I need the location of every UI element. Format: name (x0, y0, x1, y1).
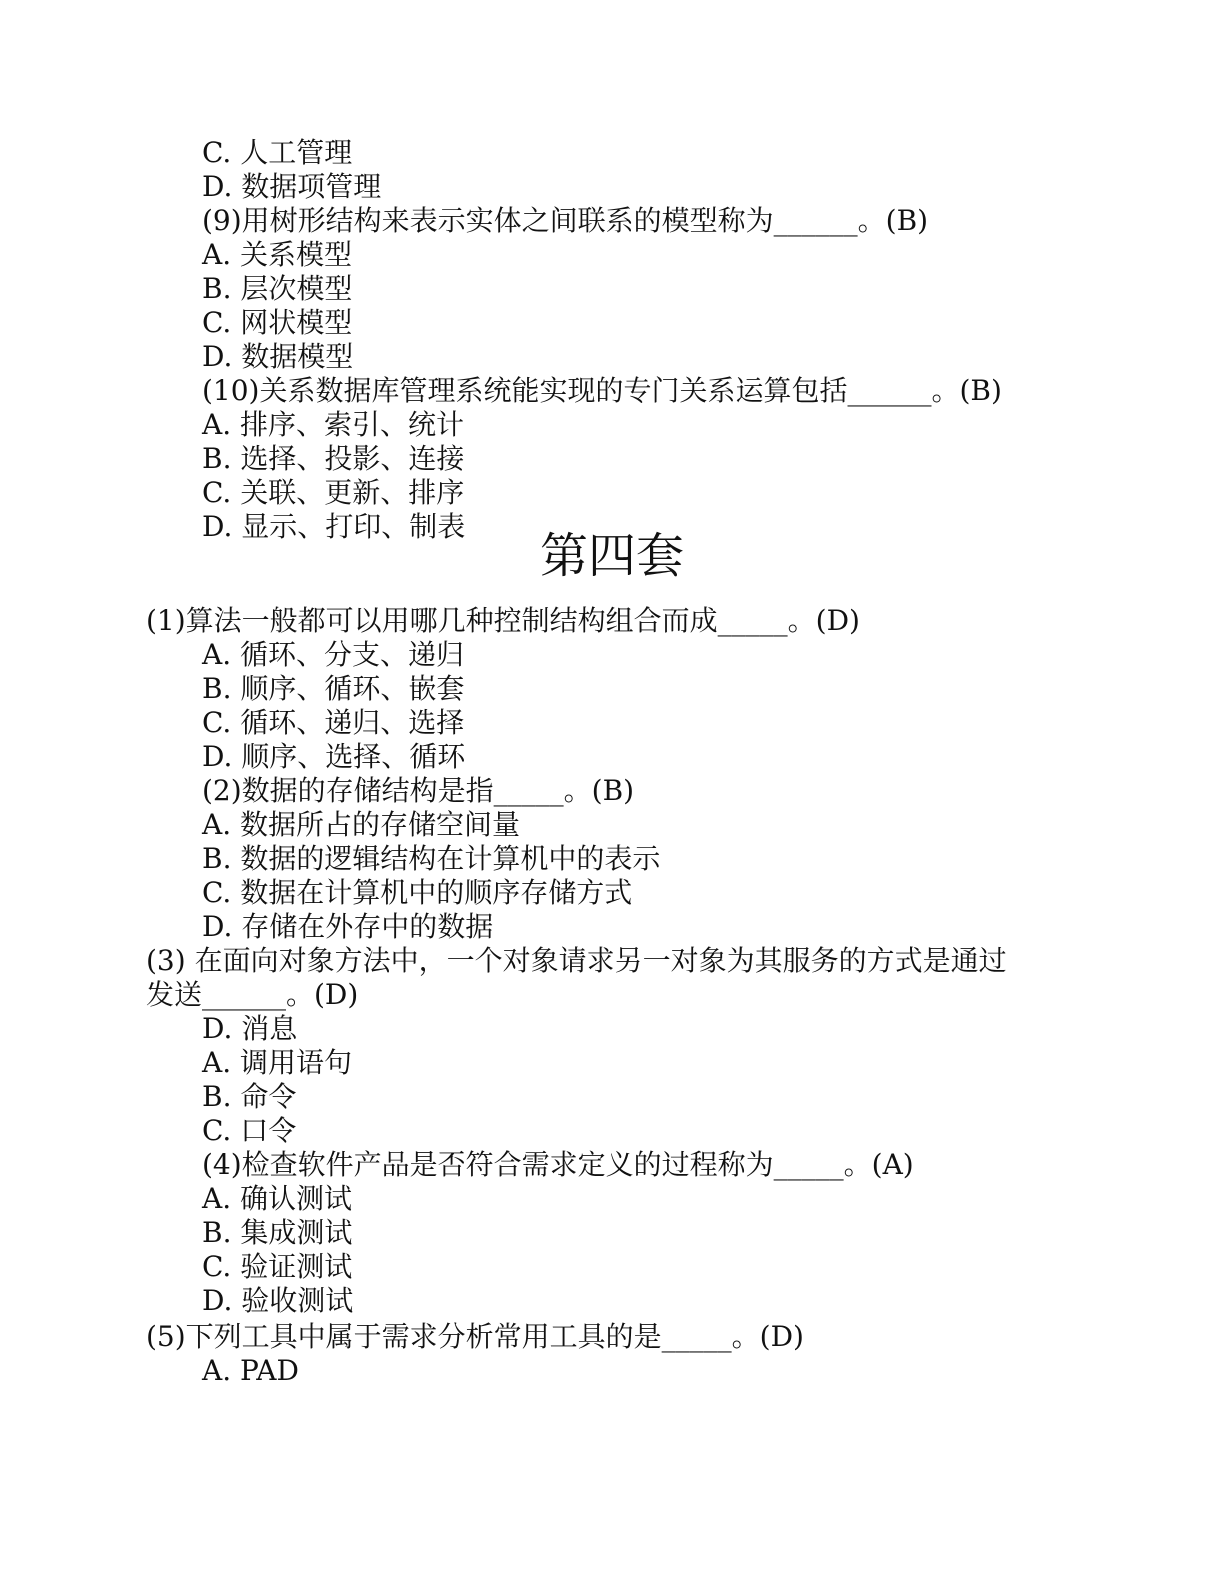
s4-question-3-line-2: 发送______。(D) (146, 978, 359, 1011)
option-d-data-item-management: D. 数据项管理 (202, 170, 382, 203)
s4-q2-option-b: B. 数据的逻辑结构在计算机中的表示 (202, 842, 661, 875)
s4-q3-option-b: B. 命令 (202, 1080, 297, 1113)
s4-q1-option-a: A. 循环、分支、递归 (202, 638, 465, 671)
s4-q1-option-b: B. 顺序、循环、嵌套 (202, 672, 465, 705)
q10-option-b: B. 选择、投影、连接 (202, 442, 465, 475)
s4-question-3-line-1: (3) 在面向对象方法中，一个对象请求另一对象为其服务的方式是通过 (146, 944, 1007, 977)
q9-option-b: B. 层次模型 (202, 272, 353, 305)
s4-question-4: (4)检查软件产品是否符合需求定义的过程称为_____。(A) (202, 1148, 914, 1181)
s4-q2-option-a: A. 数据所占的存储空间量 (202, 808, 521, 841)
q10-option-a: A. 排序、索引、统计 (202, 408, 465, 441)
s4-question-5: (5)下列工具中属于需求分析常用工具的是_____。(D) (146, 1320, 804, 1353)
question-9: (9)用树形结构来表示实体之间联系的模型称为______。(B) (202, 204, 929, 237)
s4-q1-option-d: D. 顺序、选择、循环 (202, 740, 466, 773)
s4-q2-option-d: D. 存储在外存中的数据 (202, 910, 494, 943)
s4-q4-option-d: D. 验收测试 (202, 1284, 354, 1317)
s4-q3-option-c: C. 口令 (202, 1114, 297, 1147)
q10-option-c: C. 关联、更新、排序 (202, 476, 465, 509)
q9-option-d: D. 数据模型 (202, 340, 354, 373)
option-c-manual-management: C. 人工管理 (202, 136, 353, 169)
s4-question-1: (1)算法一般都可以用哪几种控制结构组合而成_____。(D) (146, 604, 860, 637)
q9-option-a: A. 关系模型 (202, 238, 353, 271)
s4-q1-option-c: C. 循环、递归、选择 (202, 706, 465, 739)
s4-q3-option-d: D. 消息 (202, 1012, 298, 1045)
q10-option-d: D. 显示、打印、制表 (202, 510, 466, 543)
question-10: (10)关系数据库管理系统能实现的专门关系运算包括______。(B) (202, 374, 1002, 407)
s4-q4-option-a: A. 确认测试 (202, 1182, 353, 1215)
s4-q4-option-c: C. 验证测试 (202, 1250, 353, 1283)
section-heading: 第四套 (539, 528, 684, 584)
s4-question-2: (2)数据的存储结构是指_____。(B) (202, 774, 635, 807)
s4-q2-option-c: C. 数据在计算机中的顺序存储方式 (202, 876, 633, 909)
s4-q5-option-a: A. PAD (202, 1354, 299, 1387)
s4-q4-option-b: B. 集成测试 (202, 1216, 353, 1249)
s4-q3-option-a: A. 调用语句 (202, 1046, 353, 1079)
q9-option-c: C. 网状模型 (202, 306, 353, 339)
